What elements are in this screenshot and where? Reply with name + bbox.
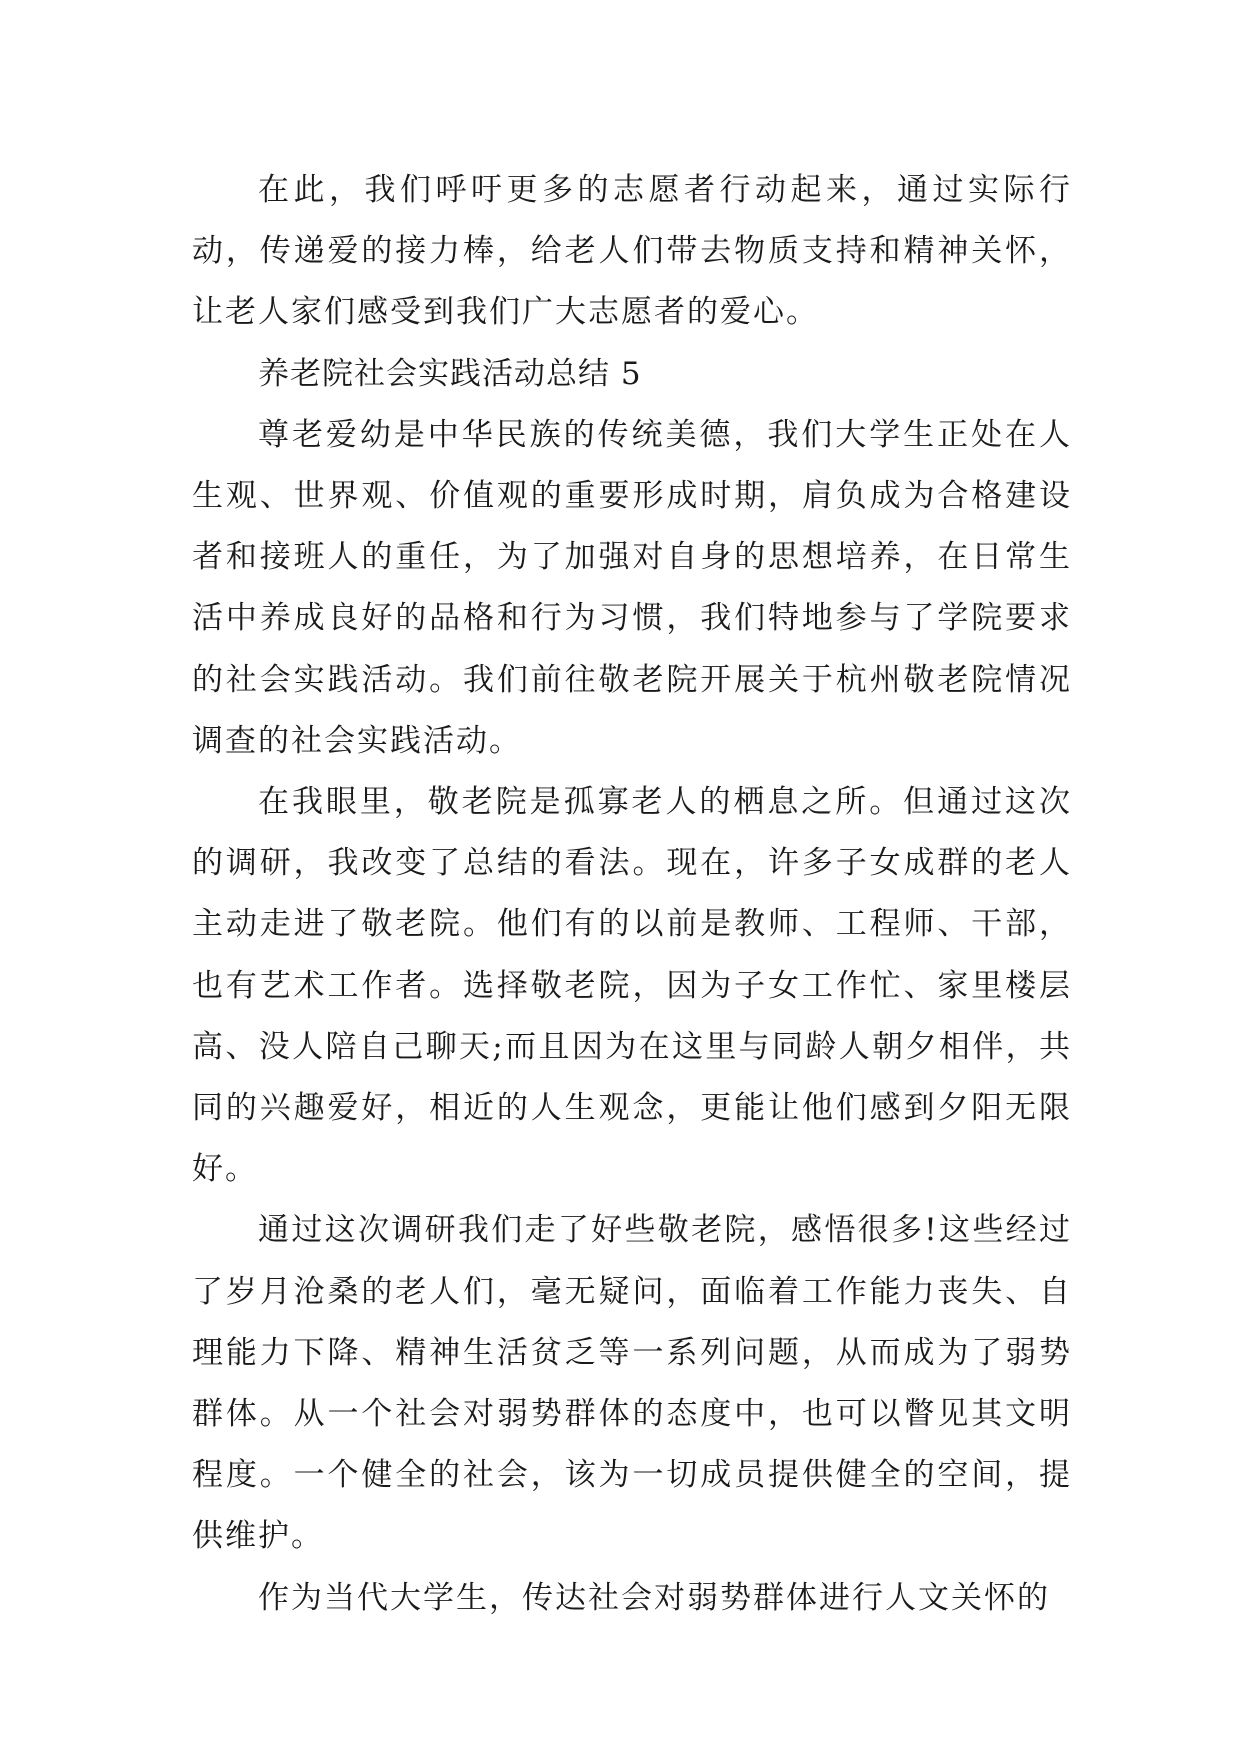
paragraph-conclusion: 作为当代大学生，传达社会对弱势群体进行人文关怀的 bbox=[258, 1579, 1050, 1616]
document-body bbox=[192, 160, 1072, 1629]
paragraph-perception: 在我眼里，敬老院是孤寡老人的栖息之所。但通过这次的调研，我改变了总结的看法。现在，许多子女成群的老人主动走进了敬老院。他们有的以前是教师、工程师、干部，也有艺术工作者。选择敬老院，因为子女工作忙、家里楼层高、没人陪自己聊天;而且因为在这里与同龄人朝夕相伴，共同的兴趣爱好，相近的人生观念，更能让他们感到夕阳无限好。 bbox=[192, 784, 1072, 1188]
section-heading: 养老院社会实践活动总结 5 bbox=[258, 355, 642, 392]
paragraph-intro: 尊老爱幼是中华民族的传统美德，我们大学生正处在人生观、世界观、价值观的重要形成时期，肩负成为合格建设者和接班人的重任，为了加强对自身的思想培养，在日常生活中养成良好的品格和行为习惯，我们特地参与了学院要求的社会实践活动。我们前往敬老院开展关于杭州敬老院情况调查的社会实践活动。 bbox=[192, 416, 1072, 759]
paragraph-volunteer-appeal: 在此，我们呼吁更多的志愿者行动起来，通过实际行动，传递爱的接力棒，给老人们带去物质支持和精神关怀，让老人家们感受到我们广大志愿者的爱心。 bbox=[192, 172, 1072, 331]
paragraph-reflection: 通过这次调研我们走了好些敬老院，感悟很多!这些经过了岁月沧桑的老人们，毫无疑问，面临着工作能力丧失、自理能力下降、精神生活贫乏等一系列问题，从而成为了弱势群体。从一个社会对弱势群体的态度中，也可以瞥见其文明程度。一个健全的社会，该为一切成员提供健全的空间，提供维护。 bbox=[192, 1212, 1072, 1555]
